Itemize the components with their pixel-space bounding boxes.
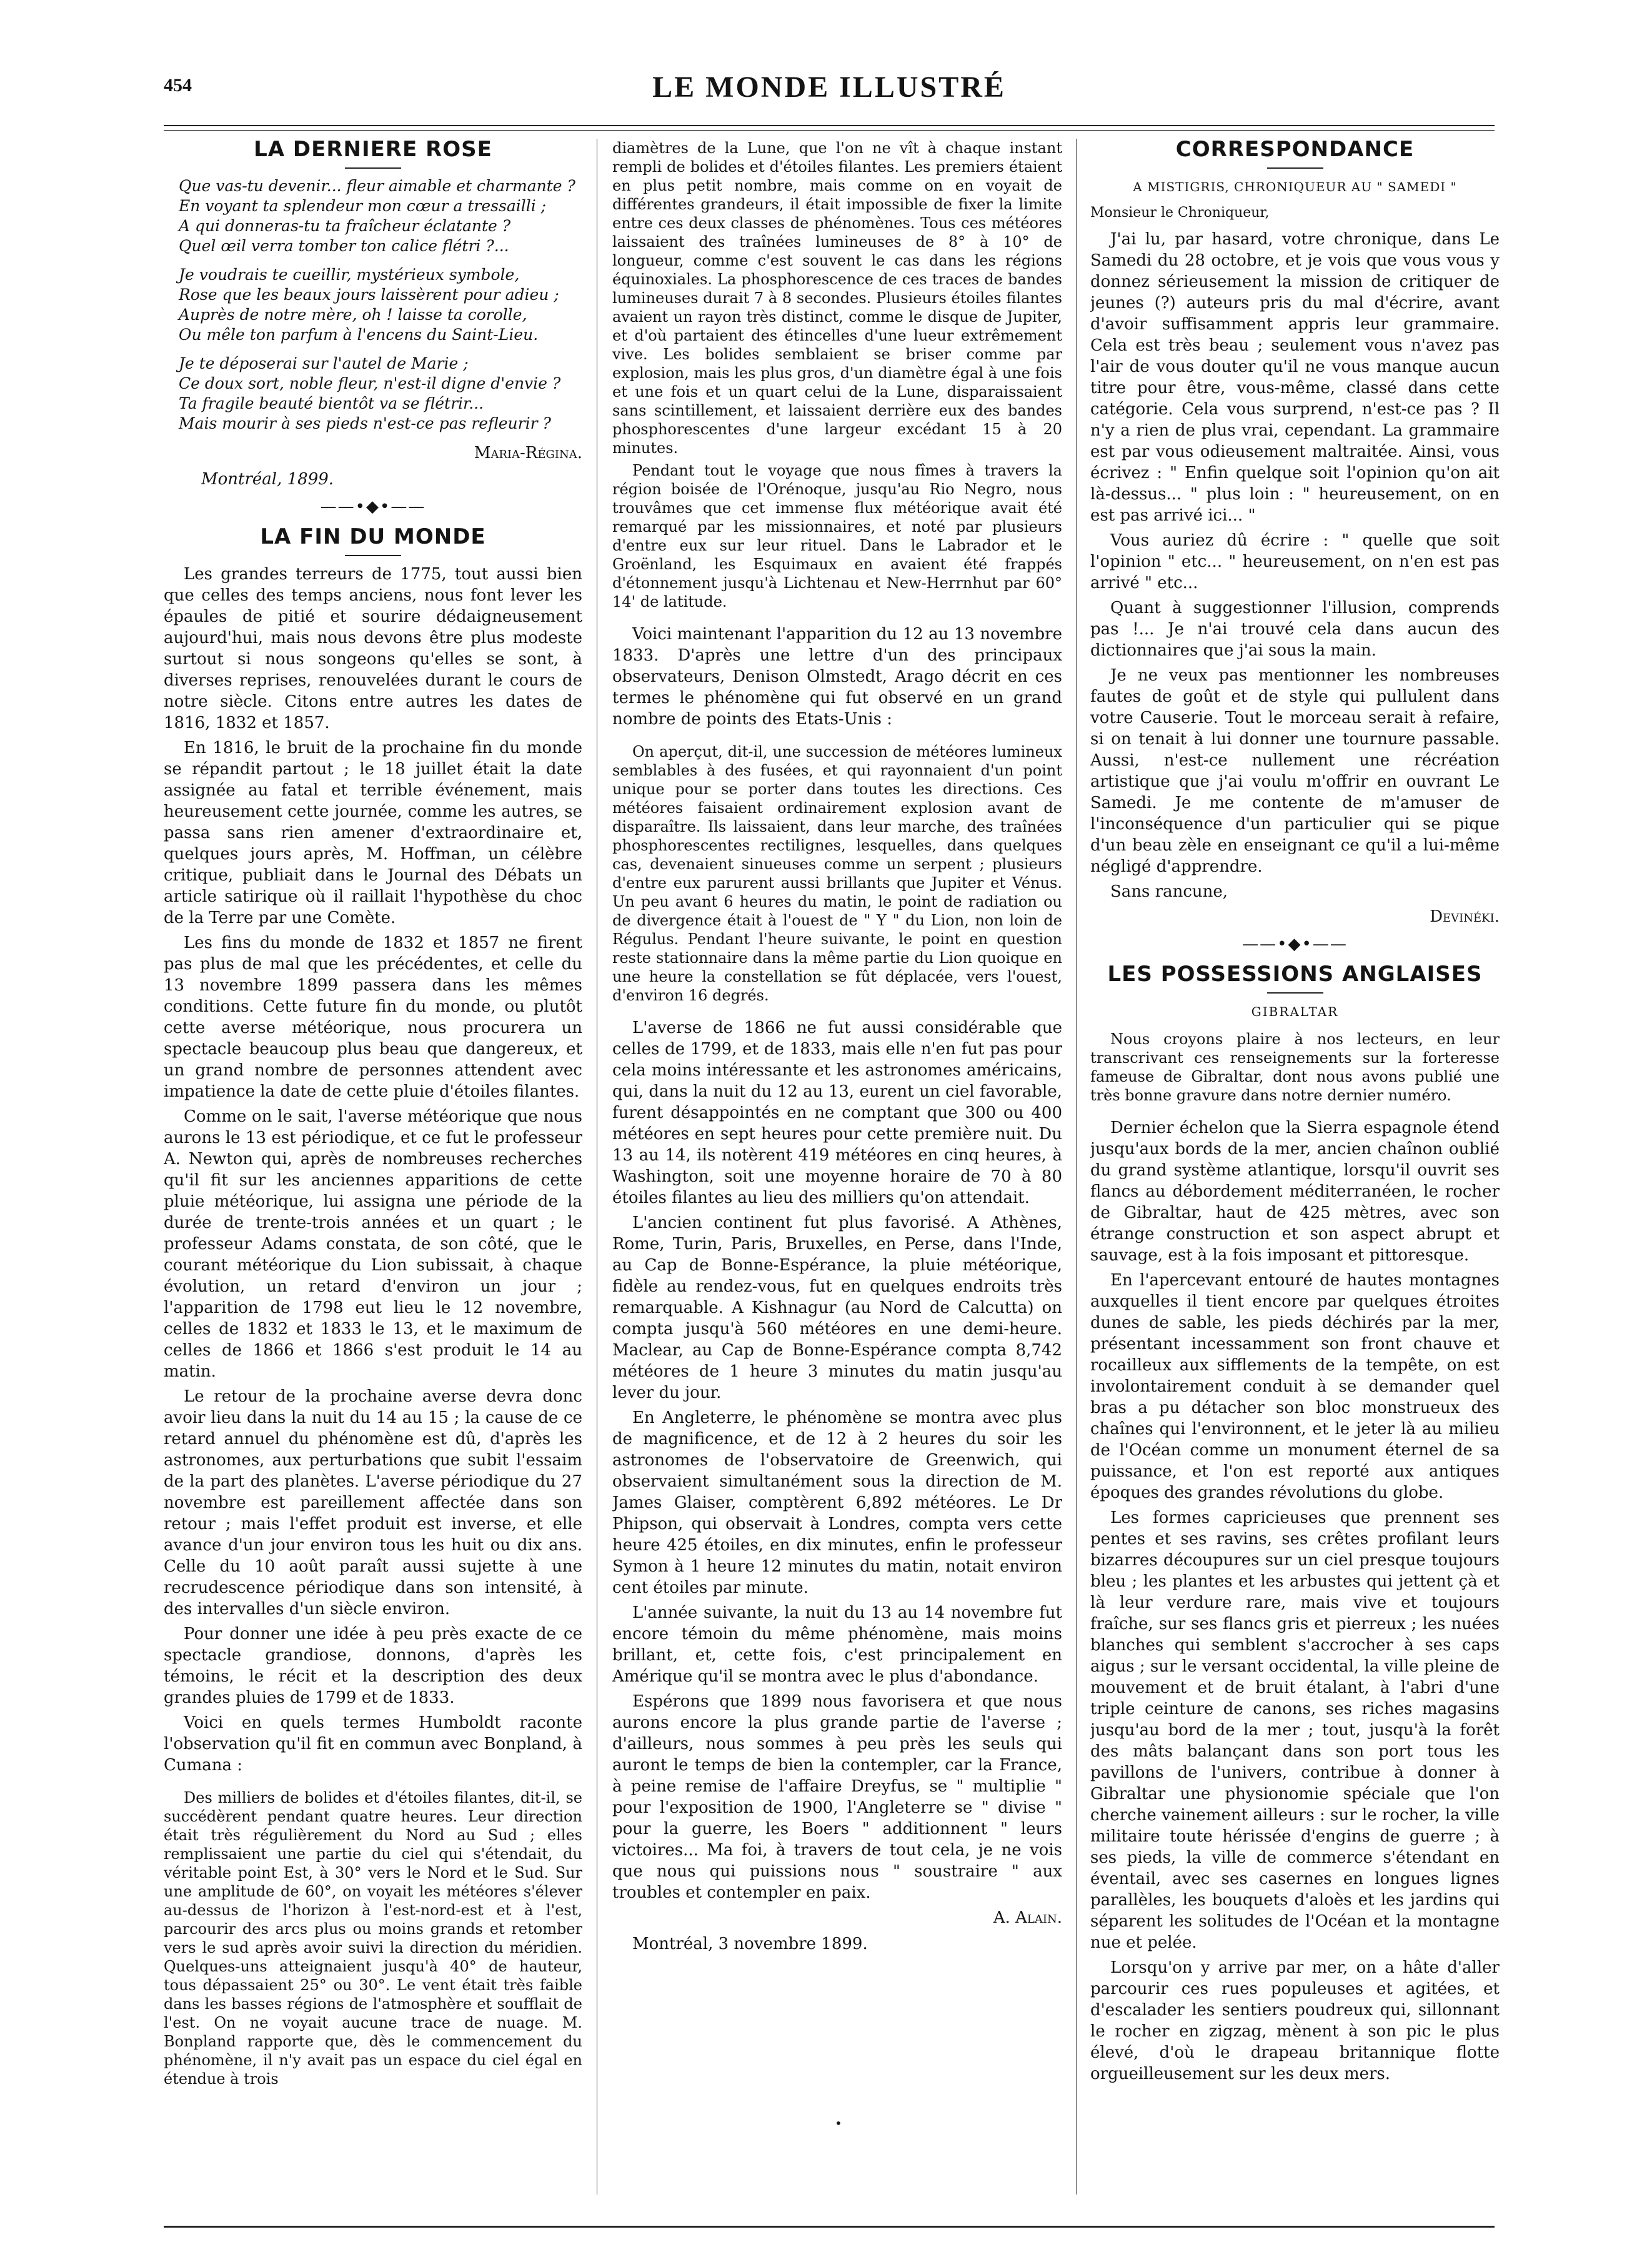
poem-line: Auprès de notre mère, oh ! laisse ta corolle, <box>179 306 527 324</box>
paragraph: Espérons que 1899 nous favorisera et que nous aurons encore la plus grande partie de l'averse ; d'ailleurs, nous sommes à peu près les seuls qui auront le temps de bien la contempler, car la France, à peine remise de l'affaire Dreyfus, se " multiplie " pour l'exposition de 1900, l'Angleterre se " divise " pour la guerre, les Boers " additionnent " leurs victoires... Ma foi, à travers de tout cela, je ne vois que nous qui puissions nous " soustraire " aux troubles et contempler en paix. <box>612 1692 1062 1902</box>
quoted-paragraph: diamètres de la Lune, que l'on ne vît à chaque instant rempli de bolides et d'étoiles filantes. Les premiers étaient en plus petit nombre, mais comme on en voyait de différentes grandeurs, il était impossible de fixer la limite entre ces deux classes de phénomènes. Tous ces météores laissaient des traînées lumineuses de 8° à 10° de longueur, comme c'est souvent le cas dans les régions équinoxiales. La phosphorescence de ces traces de bandes lumineuses durait 7 à 8 secondes. Plusieurs étoiles filantes avaient un rayon très distinct, comme le disque de Jupiter, et d'où partaient des étincelles d'une lueur extrêmement vive. Les bolides semblaient se briser comme par explosion, mais les plus gros, d'un diamètre égal à une fois et une fois et un quart celui de la Lune, disparaissaient sans scintillement, et laissaient derrière eux des bandes phosphorescentes d'une largeur excédant 15 à 20 minutes. <box>612 139 1062 457</box>
poem-line: Quel œil verra tomber ton calice flétri ?... <box>179 237 509 255</box>
ornament-divider: ——•◆•—— <box>1242 935 1348 954</box>
title-rule <box>345 167 401 169</box>
paragraph: Les grandes terreurs de 1775, tout aussi bien que celles des temps anciens, nous font lever les épaules de pitié et sourire dédaigneusement aujourd'hui, mais nous devons être plus modeste surtout si nous songeons qu'elles se sont, à diverses reprises, renouvelées durant le cours de notre siècle. Citons entre autres les dates de 1816, 1832 et 1857. <box>164 565 582 732</box>
poem-line: Je te déposerai sur l'autel de Marie ; <box>179 354 469 372</box>
poem-line: Ou mêle ton parfum à l'encens du Saint-Lieu. <box>179 326 539 344</box>
footer-rule <box>164 2226 1495 2228</box>
quoted-paragraph: Des milliers de bolides et d'étoiles filantes, dit-il, se succédèrent pendant quatre heures. Leur direction était très régulièrement du Nord au Sud ; elles remplissaient une partie du ciel qui s'étendait, du véritable point Est, à 30° vers le Nord et le Sud. Sur une amplitude de 60°, on voyait les météores s'élever au-dessus de l'horizon à l'est-nord-est et à l'est, parcourir des arcs plus ou moins grands et retomber vers le sud après avoir suivi la direction du méridien. Quelques-uns atteignaient jusqu'à 40° de hauteur, tous dépassaient 25° ou 30°. Le vent était très faible dans les basses régions de l'atmosphère et soufflait de l'est. On ne voyait aucune trace de nuage. M. Bonpland rapporte que, dès le commencement du phénomène, il n'y avait pas un espace du ciel égal en étendue à trois <box>164 1789 582 2088</box>
paragraph: Voici en quels termes Humboldt raconte l'observation qu'il fit en commun avec Bonpland, à Cumana : <box>164 1713 582 1775</box>
correspondance-title: CORRESPONDANCE <box>1175 139 1415 162</box>
poem-line: En voyant ta splendeur mon cœur a tressailli ; <box>179 197 547 215</box>
print-mark: • <box>835 2116 842 2131</box>
poem-stanza <box>179 265 582 345</box>
poem-place: Montréal, 1899. <box>201 470 334 489</box>
paragraph: Pour donner une idée à peu près exacte de ce spectacle grandiose, donnons, d'après les témoins, le récit et la description des deux grandes pluies de 1799 et de 1833. <box>164 1625 582 1707</box>
column-divider <box>1076 139 1077 2195</box>
letter-closing: Sans rancune, <box>1110 882 1228 901</box>
letter-signature: Devinéki. <box>1430 907 1500 926</box>
paragraph: L'averse de 1866 ne fut aussi considérable que celles de 1799, et de 1833, mais elle n'en fut pas pour cela moins intéressante et les astronomes américains, qui, dans la nuit du 12 au 13, eurent un ciel favorable, furent désappointés en ne comptant que 300 ou 400 météores en sept heures pour cette première nuit. Du 13 au 14, ils notèrent 419 météores en cinq heures, à Washington, soit une moyenne horaire de 70 à 80 étoiles filantes au lieu des milliers qu'on attendait. <box>612 1019 1062 1207</box>
letter-salutation: Monsieur le Chroniqueur, <box>1090 205 1270 221</box>
intro-paragraph: Nous croyons plaire à nos lecteurs, en leur transcrivant ces renseignements sur la forteresse fameuse de Gibraltar, dont nous avons publié une très bonne gravure dans notre dernier numéro. <box>1090 1030 1500 1104</box>
title-rule <box>1267 992 1323 994</box>
title-rule <box>1267 167 1323 169</box>
article-subtitle: GIBRALTAR <box>1251 1004 1339 1019</box>
paragraph: Je ne veux pas mentionner les nombreuses fautes de goût et de style qui pullulent dans votre Causerie. Tout le morceau serait à refaire, si on tenait à lui donner une tournure passable. Aussi, n'est-ce nullement une récréation artistique que j'ai voulu m'offrir en ouvrant Le Samedi. Je me contente de m'amuser de l'inconséquence d'un particulier qui se pique d'un beau zèle en enseignant ce qu'il a lui-même négligé d'apprendre. <box>1090 666 1500 876</box>
header-rule <box>164 125 1495 126</box>
column-3 <box>1090 139 1500 2201</box>
page-number: 454 <box>164 75 192 96</box>
poem-line: Je voudrais te cueillir, mystérieux symbole, <box>179 266 520 284</box>
paragraph: Dernier échelon que la Sierra espagnole étend jusqu'aux bords de la mer, ancien chaînon oublié du grand système atlantique, lorsqu'il ouvrit ses flancs au débordement méditerranéen, le rocher de Gibraltar, haut de 425 mètres, avec son étrange construction et son aspect abrupt et sauvage, est à la fois imposant et pittoresque. <box>1090 1119 1500 1265</box>
column-2 <box>612 139 1062 2201</box>
poem-line: A qui donneras-tu ta fraîcheur éclatante ? <box>179 217 511 235</box>
letter-address: A MISTIGRIS, CHRONIQUEUR AU " SAMEDI " <box>1133 179 1457 194</box>
paragraph: Les fins du monde de 1832 et 1857 ne firent pas plus de mal que les précédentes, et celle du 13 novembre 1899 passera dans les mêmes conditions. Cette future fin du monde, ou plutôt cette averse météorique, nous procurera un spectacle beaucoup plus beau que dangereux, et un grand nombre de personnes attendent avec impatience la date de cette pluie d'étoiles filantes. <box>164 934 582 1101</box>
masthead: LE MONDE ILLUSTRÉ <box>652 71 1006 104</box>
dateline: Montréal, 3 novembre 1899. <box>632 1935 868 1953</box>
poem-line: Mais mourir à ses pieds n'est-ce pas refleurir ? <box>179 414 551 432</box>
article-title: LA FIN DU MONDE <box>260 524 486 549</box>
paragraph: Le retour de la prochaine averse devra donc avoir lieu dans la nuit du 14 au 15 ; la cause de ce retard annuel du phénomène est dû, d'après les astronomes, aux perturbations que subit l'essaim de la part des planètes. L'averse périodique du 27 novembre est pareillement affectée dans son retour ; mais l'effet produit est inverse, et elle avance d'un jour environ tous les huit ou dix ans. Celle du 10 août paraît aussi sujette à une recrudescence périodique dans son intensité, à des intervalles d'un siècle environ. <box>164 1387 582 1618</box>
paragraph: Les formes capricieuses que prennent ses pentes et ses ravins, ses crêtes profilant leurs bizarres découpures sur un ciel presque toujours bleu ; les plantes et les arbustes qui jettent çà et là leur verdure rare, mais vive et toujours fraîche, sur ses flancs gris et pierreux ; les nuées blanches qui semblent s'accrocher à ses caps aigus ; sur le versant occidental, la ville pleine de mouvement et de bruit étalant, à l'abri d'une triple ceinture de canons, ses riches magasins jusqu'au bord de la mer ; tout, jusqu'à la forêt des mâts balançant dans son port tous les pavillons de l'univers, contribue à donner à Gibraltar une physionomie spéciale que l'on cherche vainement ailleurs : sur le rocher, la ville militaire toute hérissée d'engins de guerre ; à ses pieds, la ville de commerce s'étendant en éventail, avec ses casernes en longues lignes parallèles, les bouquets d'aloès et les jardins qui séparent les solitudes de l'Océan et la montagne nue et pelée. <box>1090 1508 1500 1952</box>
poem-line: Que vas-tu devenir... fleur aimable et charmante ? <box>179 177 575 195</box>
article-signature: A. Alain. <box>993 1908 1062 1927</box>
poem-line: Rose que les beaux jours laissèrent pour adieu ; <box>179 286 559 304</box>
paragraph: En Angleterre, le phénomène se montra avec plus de magnificence, et de 12 à 2 heures du soir les astronomes de l'observatoire de Greenwich, qui observaient simultanément sous la direction de M. James Glaiser, comptèrent 6,892 météores. Le Dr Phipson, qui observait à Londres, compta vers cette heure 425 étoiles, en dix minutes, enfin le professeur Symon à 1 heure 12 minutes du matin, notait environ cent étoiles par minute. <box>612 1408 1062 1597</box>
poem-stanza <box>179 354 582 434</box>
quoted-paragraph: Pendant tout le voyage que nous fîmes à travers la région boisée de l'Orénoque, jusqu'au Rio Negro, nous trouvâmes que cet immense flux météorique avait été remarqué par les missionnaires, et noté par plusieurs d'entre eux sur leur rituel. Dans le Labrador et le Groënland, les Esquimaux en avaient été frappés d'étonnement jusqu'à Lichtenau et New-Herrnhut par 60° 14' de latitude. <box>612 462 1062 610</box>
paragraph: Voici maintenant l'apparition du 12 au 13 novembre 1833. D'après une lettre d'un des principaux observateurs, Denison Olmstedt, Arago décrit en ces termes le phénomène qui fut observé en un grand nombre de points des Etats-Unis : <box>612 625 1062 729</box>
column-1 <box>164 139 582 2201</box>
paragraph: Comme on le sait, l'averse météorique que nous aurons le 13 est périodique, et ce fut le professeur A. Newton qui, après de nombreuses recherches qu'il fit sur les anciennes apparitions de cette pluie météorique, lui assigna une période de la durée de trente-trois années et un quart ; le professeur Adams constata, de son côté, que le courant météorique du Lion subissait, à chaque évolution, un retard d'environ un jour ; l'apparition de 1798 eut lieu le 12 novembre, celles de 1832 et 1833 le 13, et le maximum de celles de 1866 et 1866 s'est produit le 14 au matin. <box>164 1107 582 1381</box>
poem-signature: Maria-Régina. <box>474 444 582 462</box>
title-rule <box>345 555 401 556</box>
ornament-divider: ——•◆•—— <box>320 497 426 516</box>
paragraph: Lorsqu'on y arrive par mer, on a hâte d'aller parcourir ces rues populeuses et agitées, et d'escalader les sentiers poudreux qui, sillonnant le rocher en zigzag, mènent à son pic le plus élevé, d'où le drapeau britannique flotte orgueilleusement sur les deux mers. <box>1090 1958 1500 2083</box>
poem-title: LA DERNIERE ROSE <box>254 139 492 162</box>
poem-line: Ce doux sort, noble fleur, n'est-il digne d'envie ? <box>179 374 561 392</box>
page-header <box>164 71 1495 112</box>
paragraph: Vous auriez dû écrire : " quelle que soit l'opinion " etc... " heureusement, on n'en est pas arrivé " etc... <box>1090 531 1500 592</box>
paragraph: Quant à suggestionner l'illusion, comprends pas !... Je n'ai trouvé cela dans aucun des dictionnaires que j'ai sous la main. <box>1090 599 1500 660</box>
poem-line: Ta fragile beauté bientôt va se flétrir... <box>179 394 484 412</box>
paragraph: En 1816, le bruit de la prochaine fin du monde se répandit partout ; le 18 juillet était la date assignée au fatal et terrible événement, mais heureusement cette journée, comme les autres, se passa sans rien amener d'extraordinaire et, quelques jours après, M. Hoffman, un célèbre critique, publiait dans le Journal des Débats un article satirique où il raillait l'hypothèse du choc de la Terre par une Comète. <box>164 739 582 927</box>
article-title: LES POSSESSIONS ANGLAISES <box>1107 962 1483 987</box>
paragraph: L'année suivante, la nuit du 13 au 14 novembre fut encore témoin du même phénomène, mais moins brillant, et, cette fois, c'est principalement en Amérique qu'il se montra avec le plus d'abondance. <box>612 1603 1062 1686</box>
poem-stanza <box>179 176 582 256</box>
paragraph: L'ancien continent fut plus favorisé. A Athènes, Rome, Turin, Paris, Bruxelles, en Perse, dans l'Inde, au Cap de Bonne-Espérance, la pluie météorique, fidèle au rendez-vous, fut en quelques endroits très remarquable. A Kishnagur (au Nord de Calcutta) on compta jusqu'à 560 météores en une demi-heure. Maclear, au Cap de Bonne-Espérance compta 8,742 météores de 1 heure 3 minutes du matin jusqu'au lever du jour. <box>612 1213 1062 1402</box>
paragraph: J'ai lu, par hasard, votre chronique, dans Le Samedi du 28 octobre, et je vois que vous vous y donnez sérieusement la mission de critiquer de jeunes (?) auteurs pris du mal d'écrire, avant d'avoir suffisamment appris leur grammaire. Cela est très beau ; seulement vous n'avez pas l'air de vous douter qu'il ne vous manque aucun titre pour être, vous-même, classé dans cette catégorie. Cela vous surprend, n'est-ce pas ? Il n'y a rien de plus vrai, cependant. La grammaire est par vous odieusement maltraitée. Ainsi, vous écrivez : " Enfin quelque soit l'opinion qu'on ait là-dessus... " plus loin : " heureusement, on en est pas arrivé ici... " <box>1090 230 1500 525</box>
header-rule-thin <box>164 130 1495 131</box>
paragraph: En l'apercevant entouré de hautes montagnes auxquelles il tient encore par quelques étroites dunes de sable, les pieds déchirés par la mer, présentant incessamment son front chauve et rocailleux aux sifflements de la tempête, on est involontairement conduit à se demander quel bras a pu détacher son bloc monstrueux des chaînes qui l'environnent, et le jeter là au milieu de l'Océan comme un monument éternel de sa puissance, et l'on est reporté aux antiques époques des grandes révolutions du globe. <box>1090 1271 1500 1502</box>
quoted-paragraph: On aperçut, dit-il, une succession de météores lumineux semblables à des fusées, et qui rayonnaient d'un point unique pour se porter dans toutes les directions. Ces météores faisaient ordinairement explosion avant de disparaître. Ils laissaient, dans leur marche, des traînées phosphorescentes rectilignes, lesquelles, dans quelques cas, devenaient sinueuses comme un serpent ; plusieurs d'entre eux parurent aussi brillants que Jupiter et Vénus. Un peu avant 6 heures du matin, le point de radiation ou de divergence était à l'ouest de " Y " du Lion, non loin de Régulus. Pendant l'heure suivante, le point en question reste stationnaire dans la même partie du Lion quoique en une heure la constellation se fût déplacée, vers l'ouest, d'environ 16 degrés. <box>612 743 1062 1004</box>
